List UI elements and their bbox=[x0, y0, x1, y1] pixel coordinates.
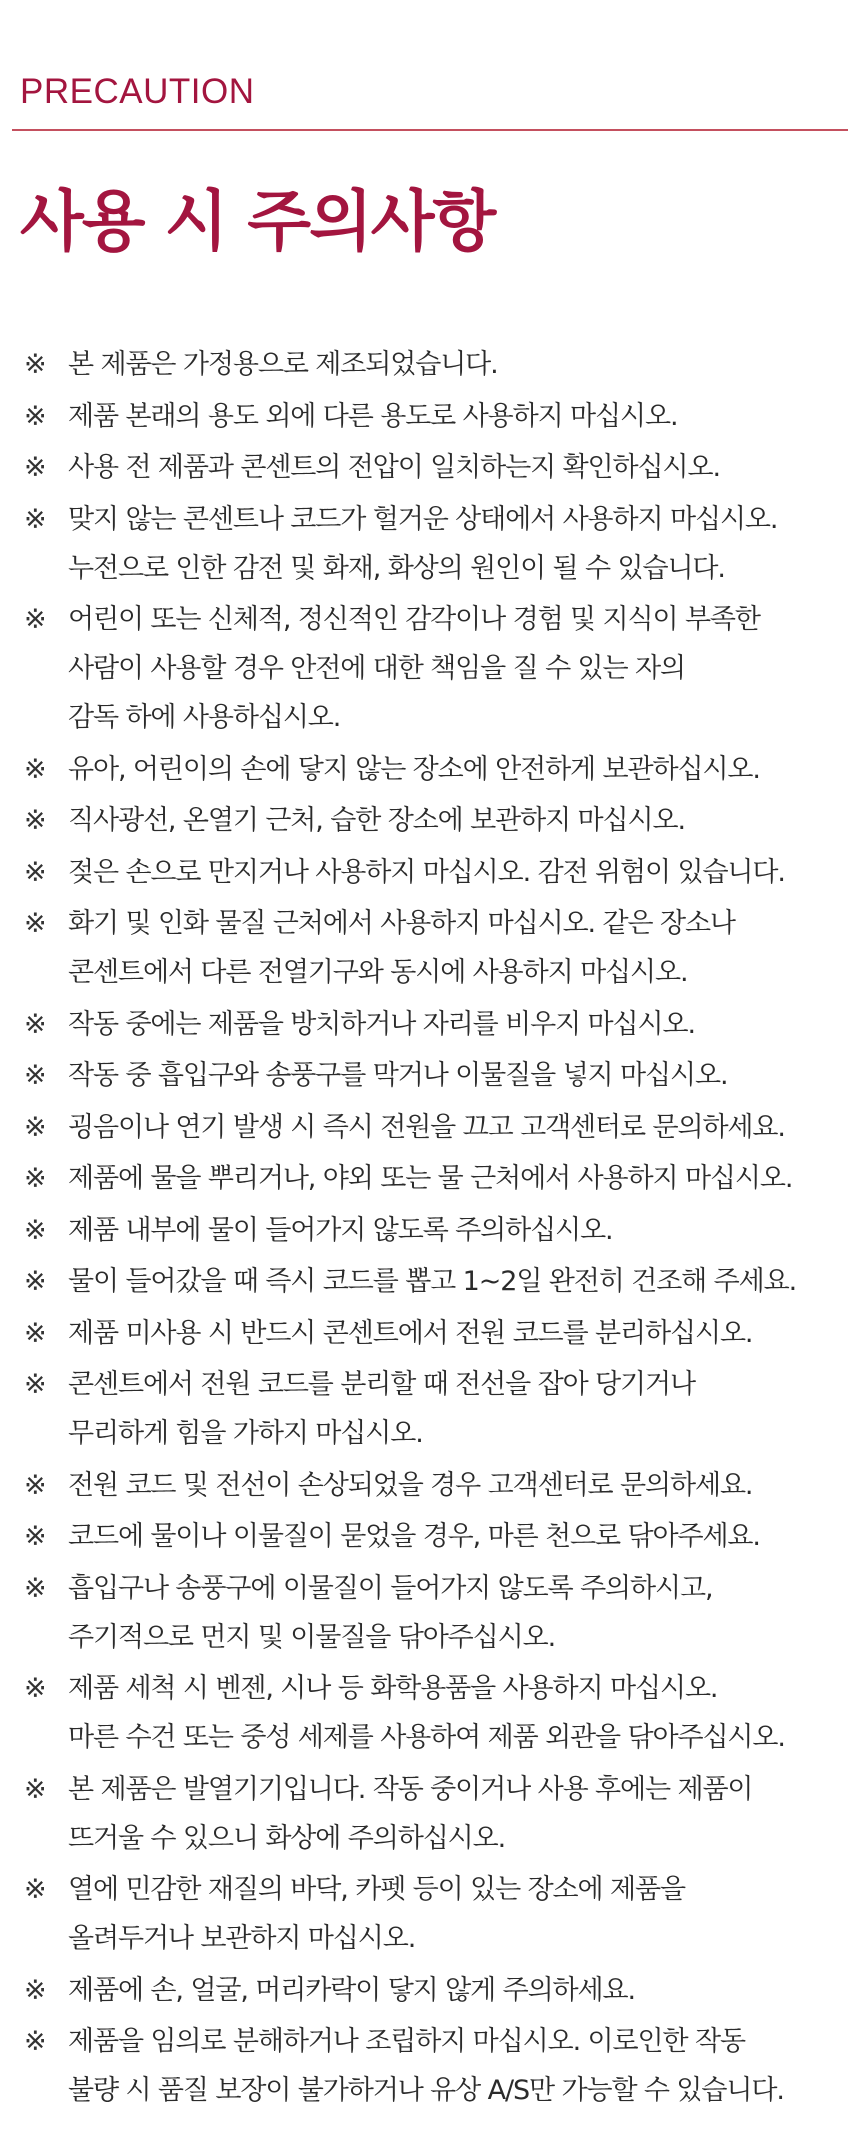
reference-mark-icon: ※ bbox=[24, 349, 47, 380]
reference-mark-icon: ※ bbox=[24, 1111, 47, 1143]
list-item bbox=[24, 495, 844, 593]
list-item bbox=[24, 1103, 844, 1152]
reference-mark-icon: ※ bbox=[24, 908, 47, 939]
reference-mark-icon: ※ bbox=[24, 1773, 47, 1805]
list-item bbox=[24, 595, 844, 742]
reference-mark-icon: ※ bbox=[24, 1008, 47, 1040]
list-item-text: 전원 코드 및 전선이 손상되었을 경우 고객센터로 문의하세요. bbox=[68, 1469, 753, 1501]
list-item bbox=[24, 1206, 844, 1255]
section-label: PRECAUTION bbox=[20, 72, 255, 111]
list-item-text: 제품 내부에 물이 들어가지 않도록 주의하십시오. bbox=[68, 1214, 613, 1246]
list-item-text: 마른 수건 또는 중성 세제를 사용하여 제품 외관을 닦아주십시오. bbox=[68, 1722, 785, 1753]
list-item bbox=[24, 899, 844, 997]
reference-mark-icon: ※ bbox=[24, 1214, 47, 1246]
precaution-list bbox=[24, 340, 844, 2118]
list-item bbox=[24, 2017, 844, 2115]
reference-mark-icon: ※ bbox=[24, 1521, 47, 1552]
reference-mark-icon: ※ bbox=[24, 1469, 47, 1501]
list-item-text: 제품에 물을 뿌리거나, 야외 또는 물 근처에서 사용하지 마십시오. bbox=[68, 1163, 793, 1194]
list-item-text: 본 제품은 가정용으로 제조되었습니다. bbox=[68, 349, 498, 380]
list-item bbox=[24, 1664, 844, 1762]
reference-mark-icon: ※ bbox=[24, 1060, 47, 1091]
reference-mark-icon: ※ bbox=[24, 856, 47, 888]
list-item bbox=[24, 1865, 844, 1963]
list-item bbox=[24, 1309, 844, 1358]
list-item-text: 사람이 사용할 경우 안전에 대한 책임을 질 수 있는 자의 bbox=[68, 653, 685, 684]
list-item-text: 화기 및 인화 물질 근처에서 사용하지 마십시오. 같은 장소나 bbox=[68, 908, 735, 939]
list-item-text: 물이 들어갔을 때 즉시 코드를 뽑고 1~2일 완전히 건조해 주세요. bbox=[68, 1266, 797, 1297]
list-item-text: 제품 본래의 용도 외에 다른 용도로 사용하지 마십시오. bbox=[68, 400, 678, 432]
reference-mark-icon: ※ bbox=[24, 805, 47, 836]
list-item-text: 제품에 손, 얼굴, 머리카락이 닿지 않게 주의하세요. bbox=[68, 1974, 635, 2006]
list-item-text: 코드에 물이나 이물질이 묻었을 경우, 마른 천으로 닦아주세요. bbox=[68, 1521, 760, 1552]
list-item-text: 불량 시 품질 보장이 불가하거나 유상 A/S만 가능할 수 있습니다. bbox=[68, 2075, 784, 2106]
list-item bbox=[24, 1000, 844, 1049]
list-item-text: 콘센트에서 전원 코드를 분리할 때 전선을 잡아 당기거나 bbox=[68, 1369, 695, 1400]
list-item bbox=[24, 392, 844, 441]
list-item-text: 뜨거울 수 있으니 화상에 주의하십시오. bbox=[68, 1822, 506, 1854]
list-item bbox=[24, 1564, 844, 1662]
list-item-text: 굉음이나 연기 발생 시 즉시 전원을 끄고 고객센터로 문의하세요. bbox=[68, 1111, 785, 1143]
list-item-text: 직사광선, 온열기 근처, 습한 장소에 보관하지 마십시오. bbox=[68, 805, 685, 836]
reference-mark-icon: ※ bbox=[24, 1317, 47, 1349]
header-divider bbox=[12, 129, 848, 131]
reference-mark-icon: ※ bbox=[24, 604, 47, 635]
reference-mark-icon: ※ bbox=[24, 1874, 47, 1905]
reference-mark-icon: ※ bbox=[24, 1974, 47, 2006]
list-item-text: 감독 하에 사용하십시오. bbox=[68, 702, 341, 733]
list-item-text: 무리하게 힘을 가하지 마십시오. bbox=[68, 1418, 423, 1449]
list-item-text: 누전으로 인한 감전 및 화재, 화상의 원인이 될 수 있습니다. bbox=[68, 552, 725, 584]
reference-mark-icon: ※ bbox=[24, 753, 47, 785]
list-item-text: 제품 세척 시 벤젠, 시나 등 화학용품을 사용하지 마십시오. bbox=[68, 1673, 718, 1704]
reference-mark-icon: ※ bbox=[24, 1369, 47, 1400]
list-item-text: 주기적으로 먼지 및 이물질을 닦아주십시오. bbox=[68, 1621, 556, 1653]
list-item-text: 사용 전 제품과 콘센트의 전압이 일치하는지 확인하십시오. bbox=[68, 452, 720, 483]
reference-mark-icon: ※ bbox=[24, 1163, 47, 1194]
list-item bbox=[24, 1512, 844, 1561]
list-item-text: 흡입구나 송풍구에 이물질이 들어가지 않도록 주의하시고, bbox=[68, 1572, 713, 1604]
list-item-text: 맞지 않는 콘센트나 코드가 헐거운 상태에서 사용하지 마십시오. bbox=[68, 503, 778, 535]
list-item-text: 작동 중에는 제품을 방치하거나 자리를 비우지 마십시오. bbox=[68, 1008, 695, 1040]
list-item-text: 열에 민감한 재질의 바닥, 카펫 등이 있는 장소에 제품을 bbox=[68, 1874, 685, 1905]
list-item-text: 콘센트에서 다른 전열기구와 동시에 사용하지 마십시오. bbox=[68, 957, 688, 988]
list-item-text: 제품 미사용 시 반드시 콘센트에서 전원 코드를 분리하십시오. bbox=[68, 1317, 753, 1349]
page-title: 사용 시 주의사항 bbox=[20, 183, 495, 260]
reference-mark-icon: ※ bbox=[24, 452, 47, 483]
list-item bbox=[24, 1461, 844, 1510]
reference-mark-icon: ※ bbox=[24, 1572, 47, 1604]
list-item-text: 유아, 어린이의 손에 닿지 않는 장소에 안전하게 보관하십시오. bbox=[68, 753, 760, 785]
reference-mark-icon: ※ bbox=[24, 503, 47, 535]
list-item bbox=[24, 745, 844, 794]
list-item bbox=[24, 443, 844, 492]
list-item bbox=[24, 1154, 844, 1203]
list-item bbox=[24, 1360, 844, 1458]
list-item bbox=[24, 848, 844, 897]
list-item bbox=[24, 796, 844, 845]
list-item-text: 어린이 또는 신체적, 정신적인 감각이나 경험 및 지식이 부족한 bbox=[68, 604, 760, 635]
list-item bbox=[24, 340, 844, 389]
reference-mark-icon: ※ bbox=[24, 400, 47, 432]
list-item bbox=[24, 1257, 844, 1306]
list-item bbox=[24, 1966, 844, 2015]
list-item-text: 젖은 손으로 만지거나 사용하지 마십시오. 감전 위험이 있습니다. bbox=[68, 856, 785, 888]
list-item-text: 작동 중 흡입구와 송풍구를 막거나 이물질을 넣지 마십시오. bbox=[68, 1060, 728, 1091]
reference-mark-icon: ※ bbox=[24, 2026, 47, 2057]
list-item-text: 본 제품은 발열기기입니다. 작동 중이거나 사용 후에는 제품이 bbox=[68, 1773, 753, 1805]
list-item-text: 올려두거나 보관하지 마십시오. bbox=[68, 1923, 416, 1954]
list-item-text: 제품을 임의로 분해하거나 조립하지 마십시오. 이로인한 작동 bbox=[68, 2026, 745, 2057]
reference-mark-icon: ※ bbox=[24, 1673, 47, 1704]
reference-mark-icon: ※ bbox=[24, 1266, 47, 1297]
list-item bbox=[24, 1765, 844, 1863]
list-item bbox=[24, 1051, 844, 1100]
